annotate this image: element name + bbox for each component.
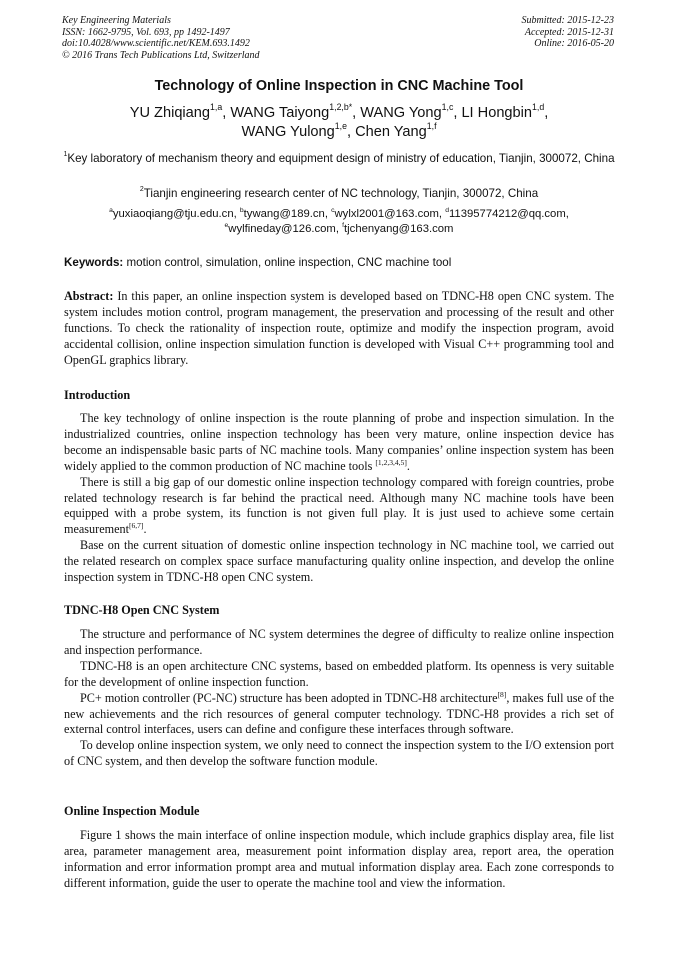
paragraph <box>64 691 614 739</box>
email: yuxiaoqiang@tju.edu.cn, <box>112 208 240 220</box>
affiliation-sup: 2 <box>139 186 144 194</box>
paragraph-text: There is still a big gap of our domestic online inspection technology compared with foreign countries, probe related technology research is far behind the practical need. Although many NC machine tools have been equipped with a probe system, its function is not given full play. It is just used to achieve some certain measurement <box>64 474 614 537</box>
paragraph: Figure 1 shows the main interface of online inspection module, which include graphics display area, file list area, parameter management area, measurement point information display area, report area, the operation information and error information prompt area and mutual information display area. Each zone corresponds to different information, guide the user to operate the machine tool and view the information. <box>64 828 614 890</box>
author-sup: 1,f <box>426 121 437 132</box>
affiliation-text: Key laboratory of mechanism theory and equipment design of ministry of education, Tianjin, 300072, China <box>67 152 615 165</box>
email: 11395774212@qq.com, <box>448 208 569 220</box>
keywords-text: motion control, simulation, online inspection, CNC machine tool <box>123 256 452 269</box>
citation: [8] <box>497 689 507 699</box>
dates-header <box>522 15 615 50</box>
author: Chen Yang <box>355 124 427 140</box>
email-sup: c <box>331 206 335 214</box>
email-sup: d <box>445 206 449 214</box>
author-sep: , <box>544 105 549 121</box>
section-heading-tdnc: TDNC-H8 Open CNC System <box>64 603 220 617</box>
paragraph: TDNC-H8 is an open architecture CNC systems, based on embedded platform. Its openness is very suitable for the development of online inspection function. <box>64 658 614 689</box>
issn: ISSN: 1662-9795, Vol. 693, pp 1492-1497 <box>62 26 230 38</box>
author-sup: 1,d <box>532 102 545 113</box>
section-online-module <box>64 828 614 892</box>
doi: doi:10.4028/www.scientific.net/KEM.693.1492 <box>62 38 250 50</box>
email-sup: b <box>239 206 244 214</box>
author-sup: 1,a <box>210 102 223 113</box>
author-sup: 1,c <box>441 102 454 113</box>
affiliation-1 <box>62 151 616 167</box>
author: WANG Taiyong <box>230 105 330 121</box>
paragraph: The structure and performance of NC system determines the degree of difficulty to realize online inspection and inspection performance. <box>64 627 614 657</box>
paper-title: Technology of Online Inspection in CNC Machine Tool <box>154 78 524 94</box>
abstract <box>64 289 614 369</box>
affiliation-2 <box>62 186 616 202</box>
paragraph-text: The key technology of online inspection is the route planning of probe and inspection simulation. In the industrialized countries, online inspection technology has been very mature, online inspection device has become an indispensable basic parts of NC machine tools. Many companies’ online inspection system has been widely applied to the common production of NC machine tools <box>64 411 614 473</box>
affiliation-text: Tianjin engineering research center of NC technology, Tianjin, 300072, China <box>143 187 539 200</box>
email-list <box>62 207 616 237</box>
author-list <box>40 104 638 142</box>
paragraph-end: . <box>406 458 410 473</box>
author-sup: 1,2,b* <box>329 102 353 113</box>
paragraph-text: , makes full use of the new achievements and the rich resources of general computer technology. TDNC-H8 provides a rich set of external control interfaces, users can define and configure these interfaces through software. <box>64 690 614 737</box>
journal-header <box>62 15 260 61</box>
email: wylfineday@126.com, <box>228 223 343 235</box>
paragraph-end: . <box>143 522 147 537</box>
accepted-date: Accepted: 2015-12-31 <box>524 26 614 38</box>
citation: [1,2,3,4,5] <box>375 457 407 467</box>
email: wylxl2001@163.com, <box>334 208 446 220</box>
author-sup: 1,e <box>334 121 347 132</box>
abstract-label: Abstract: <box>64 289 114 303</box>
author-sep: , <box>453 105 462 121</box>
paragraph: To develop online inspection system, we only need to connect the inspection system to the I/O extension port of CNC system, and then develop the software function module. <box>64 738 614 769</box>
email-sup: f <box>342 221 345 229</box>
keywords-label: Keywords: <box>64 256 124 269</box>
email-sup: a <box>109 206 113 214</box>
author: LI Hongbin <box>461 105 533 121</box>
author-sep: , <box>222 105 231 121</box>
email: tywang@189.cn, <box>243 208 332 220</box>
author-sep: , <box>346 124 356 140</box>
abstract-text: In this paper, an online inspection system is developed based on TDNC-H8 open CNC system. The system includes motion control, program management, the preservation and processing of the result and other functions. To check the rationality of inspection route, optimize and modify the inspection program, avoid accidental collision, online inspection simulation function is developed with Visual C++ programming tool and OpenGL graphics library. <box>64 289 614 367</box>
section-introduction <box>64 411 614 586</box>
paragraph <box>64 411 614 475</box>
online-date: Online: 2016-05-20 <box>534 38 614 50</box>
paragraph-text: PC+ motion controller (PC-NC) structure has been adopted in TDNC-H8 architecture <box>80 690 498 705</box>
citation: [6,7] <box>128 521 144 531</box>
affiliation-sup: 1 <box>63 151 68 159</box>
author: YU Zhiqiang <box>129 105 211 121</box>
copyright: © 2016 Trans Tech Publications Ltd, Switzerland <box>62 49 260 61</box>
email-sup: e <box>224 221 229 229</box>
author-sep: , <box>352 105 361 121</box>
author: WANG Yong <box>360 105 442 121</box>
journal-name: Key Engineering Materials <box>62 15 171 26</box>
paragraph <box>64 475 614 539</box>
email: tjchenyang@163.com <box>344 223 454 235</box>
submitted-date: Submitted: 2015-12-23 <box>521 15 614 26</box>
paragraph: Base on the current situation of domestic online inspection technology in NC machine tool, we carried out the related research on complex space surface manufacturing quality online inspection, and develop the online inspection system in TDNC-H8 open CNC system. <box>64 538 614 585</box>
author: WANG Yulong <box>241 124 335 140</box>
section-heading-introduction: Introduction <box>64 388 131 402</box>
section-heading-online-module: Online Inspection Module <box>64 804 200 818</box>
keywords <box>64 256 616 269</box>
section-tdnc <box>64 627 614 770</box>
